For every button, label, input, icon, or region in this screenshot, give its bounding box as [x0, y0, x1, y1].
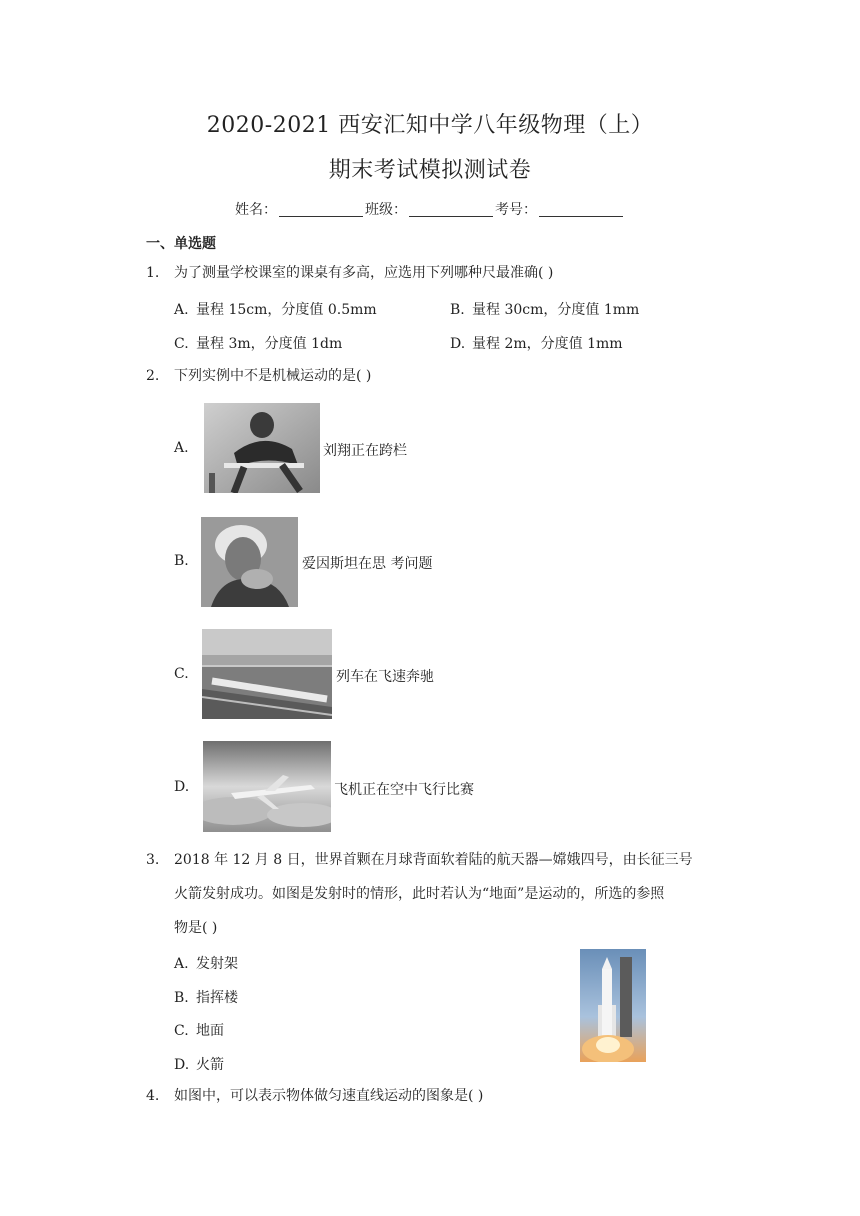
einstein-photo — [201, 517, 298, 607]
airplane-photo — [203, 741, 331, 832]
option-b: B. 量程 30cm，分度值 1mm — [450, 302, 640, 318]
option-c: C. 地面 — [174, 1023, 224, 1039]
question-number: 4. — [146, 1088, 160, 1104]
option-a-label: A. — [174, 440, 189, 456]
student-info-fields — [0, 199, 860, 219]
class-blank — [409, 202, 493, 217]
hurdler-photo — [204, 403, 320, 493]
doc-title-line2: 期末考试模拟测试卷 — [328, 158, 532, 183]
section-heading: 一、单选题 — [146, 236, 216, 252]
question-text-line1: 2018 年 12 月 8 日，世界首颗在月球背面软着陆的航天器—嫦娥四号，由长征三号 — [174, 852, 693, 868]
question-text: 为了测量学校课室的课桌有多高，应选用下列哪种尺最准确( ) — [174, 265, 554, 281]
option-d: D. 火箭 — [174, 1057, 224, 1073]
question-number: 1. — [146, 265, 160, 281]
option-c: C. 量程 3m，分度值 1dm — [174, 336, 343, 352]
question-text-line3: 物是( ) — [174, 920, 218, 936]
option-d-label: D. — [174, 779, 190, 795]
option-a: A. 量程 15cm，分度值 0.5mm — [174, 302, 377, 318]
name-blank — [279, 202, 363, 217]
question-number: 2. — [146, 368, 160, 384]
option-c-caption: 列车在飞速奔驰 — [336, 669, 434, 685]
option-d: D. 量程 2m，分度值 1mm — [450, 336, 623, 352]
number-blank — [539, 202, 623, 217]
name-label: 姓名： — [235, 202, 277, 218]
option-c-label: C. — [174, 666, 189, 682]
option-b-caption: 爱因斯坦在思 考问题 — [302, 556, 433, 572]
number-label: 考号： — [495, 202, 537, 218]
doc-title-line1: 2020-2021 西安汇知中学八年级物理（上） — [206, 113, 654, 138]
option-b-label: B. — [174, 553, 189, 569]
question-text: 下列实例中不是机械运动的是( ) — [174, 368, 372, 384]
option-a-caption: 刘翔正在跨栏 — [323, 443, 407, 459]
train-photo — [202, 629, 332, 719]
question-number: 3. — [146, 852, 160, 868]
option-a: A. 发射架 — [174, 956, 238, 972]
class-label: 班级： — [365, 202, 407, 218]
question-text-line2: 火箭发射成功。如图是发射时的情形，此时若认为“地面”是运动的，所选的参照 — [174, 886, 665, 902]
option-d-caption: 飞机正在空中飞行比赛 — [334, 782, 474, 798]
option-b: B. 指挥楼 — [174, 990, 238, 1006]
rocket-launch-photo — [580, 949, 646, 1062]
question-text: 如图中，可以表示物体做匀速直线运动的图象是( ) — [174, 1088, 484, 1104]
